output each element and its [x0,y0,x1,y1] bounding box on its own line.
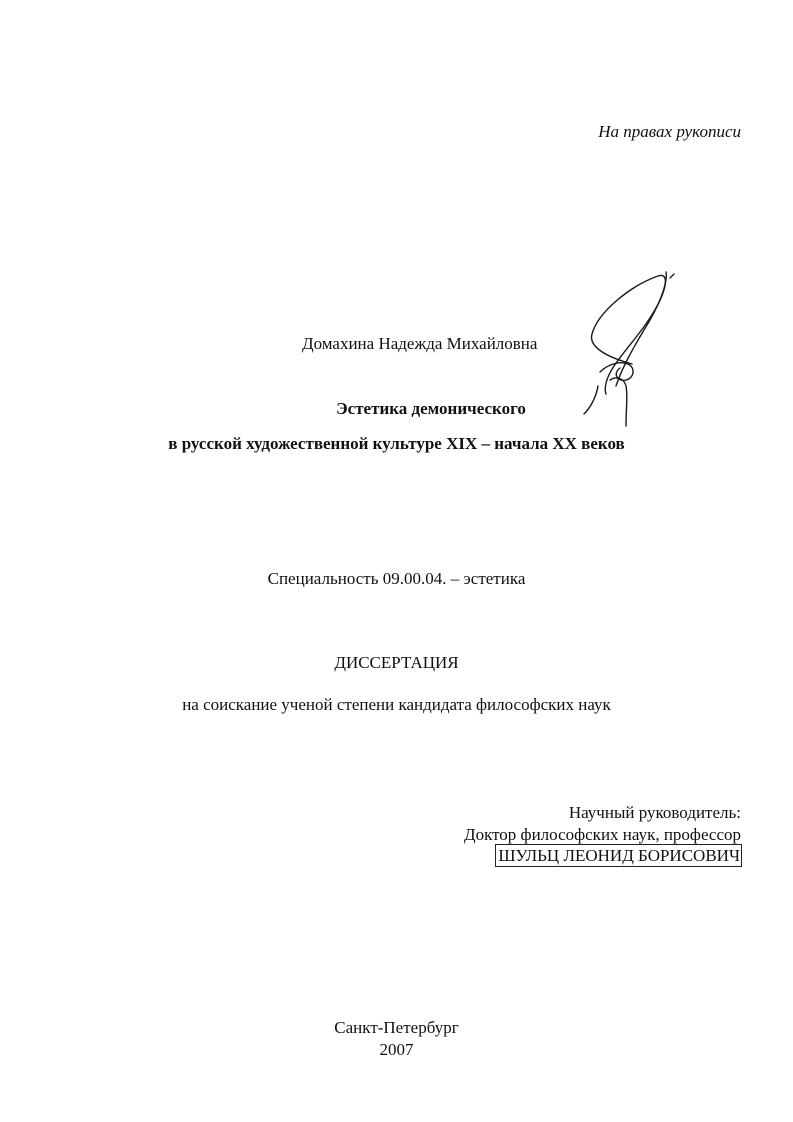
supervisor-label: Научный руководитель: [568,803,741,822]
specialty: Специальность 09.00.04. – эстетика [267,569,526,588]
degree-purpose: на соискание ученой степени кандидата философских наук [182,695,611,714]
title-line-2: в русской художественной культуре XIX – начала XX веков [168,434,625,453]
document-type: ДИССЕРТАЦИЯ [334,653,459,672]
supervisor-degree: Доктор философских наук, профессор [463,825,741,844]
title-line-1: Эстетика демонического [336,399,526,418]
supervisor-name: ШУЛЬЦ ЛЕОНИД БОРИСОВИЧ [495,844,742,867]
author-name: Домахина Надежда Михайловна [302,334,538,353]
city: Санкт-Петербург [334,1018,459,1037]
year: 2007 [379,1040,414,1059]
rights-note: На правах рукописи [598,122,741,141]
